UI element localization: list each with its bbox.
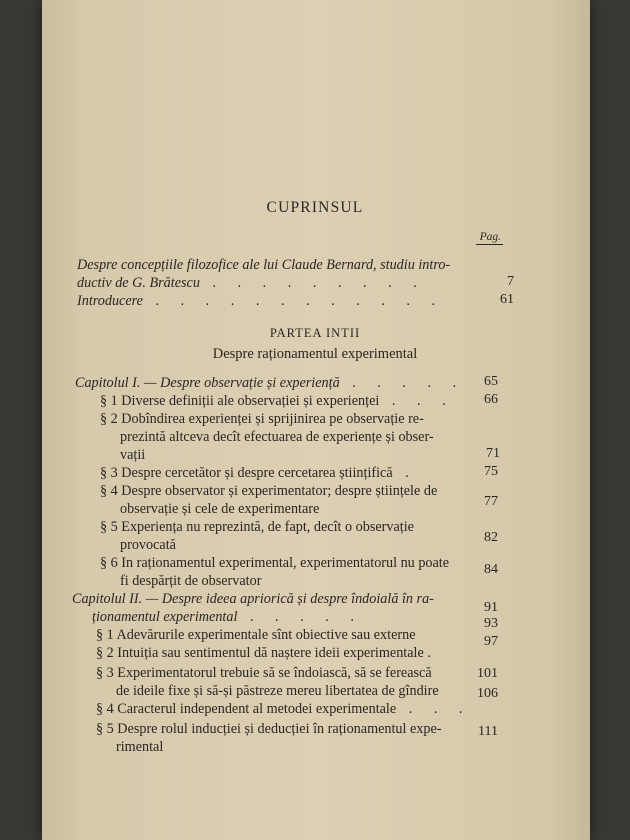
toc-entry-page: 97 xyxy=(484,634,498,649)
toc-entry-continuation: vații xyxy=(120,447,146,463)
toc-entry-continuation: observație și cele de experimentare xyxy=(120,501,320,517)
toc-entry-text: § 5 Despre rolul inducției și deducției în raționamentul expe- xyxy=(96,721,442,737)
toc-entry-page: 84 xyxy=(484,562,498,577)
toc-entry-text: Introducere xyxy=(77,293,143,309)
toc-entry-continuation: fi despărțit de observator xyxy=(120,573,262,589)
part-label: PARTEA INTII xyxy=(269,326,361,340)
toc-entry-text: § 3 Despre cercetător și despre cercetarea științifică xyxy=(100,465,393,481)
toc-entry-continuation: ționamentul experimental xyxy=(92,609,238,625)
toc-entry-page: 93 xyxy=(484,616,498,631)
toc-entry-text: § 3 Experimentatorul trebuie să se îndoiască, să se ferească xyxy=(96,665,432,681)
toc-entry-page: 111 xyxy=(478,724,498,739)
toc-entry-continuation: prezintă altceva decît efectuarea de experiențe și obser- xyxy=(120,429,434,445)
page-title: CUPRINSUL xyxy=(266,199,364,216)
toc-entry-page: 65 xyxy=(484,374,498,389)
toc-entry-page: 82 xyxy=(484,530,498,545)
toc-entry-continuation: de ideile fixe și să-și păstreze mereu libertatea de gîndire xyxy=(116,683,439,699)
toc-entry-page: 71 xyxy=(486,446,500,461)
toc-entry-text: § 5 Experiența nu reprezintă, de fapt, decît o observație xyxy=(100,519,414,535)
toc-entry-page: 77 xyxy=(484,494,498,509)
toc-entry-page: 7 xyxy=(507,274,514,289)
toc-entry-text: § 6 In raționamentul experimental, experimentatorul nu poate xyxy=(100,555,450,571)
toc-entry-text: § 4 Caracterul independent al metodei experimentale xyxy=(96,701,397,717)
toc-entry-text: Despre concepțiile filozofice ale lui Claude Bernard, studiu intro- xyxy=(77,257,451,273)
toc-entry-text: § 2 Dobîndirea experienței și sprijinirea pe observație re- xyxy=(100,411,424,427)
toc-entry-page: 106 xyxy=(477,686,498,701)
page-column-label: Pag. xyxy=(476,231,503,245)
toc-entry-text: § 2 Intuiția sau sentimentul dă naștere ideii experimentale xyxy=(96,645,424,661)
toc-entry-text: § 1 Adevărurile experimentale sînt obiective sau externe xyxy=(96,627,416,643)
chapter-entry: Capitolul II. — Despre ideea apriorică și despre îndoială în ra- xyxy=(72,591,434,607)
toc-entry-continuation: provocată xyxy=(120,537,176,553)
toc-entry-page: 66 xyxy=(484,392,498,407)
toc-entry-text: § 1 Diverse definiții ale observației și experienței xyxy=(100,393,380,409)
toc-entry-page: 101 xyxy=(477,666,498,681)
section-title: Despre raționamentul experimental xyxy=(212,346,418,362)
toc-entry-page: 75 xyxy=(484,464,498,479)
toc-entry-continuation: rimental xyxy=(116,739,164,755)
toc-entry-continuation: ductiv de G. Brătescu xyxy=(77,275,200,291)
toc-entry-page: 91 xyxy=(484,600,498,615)
toc-entry-page: 61 xyxy=(500,292,514,307)
chapter-entry: Capitolul I. — Despre observație și experiență xyxy=(75,375,340,391)
toc-entry-text: § 4 Despre observator și experimentator; despre științele de xyxy=(100,483,438,499)
